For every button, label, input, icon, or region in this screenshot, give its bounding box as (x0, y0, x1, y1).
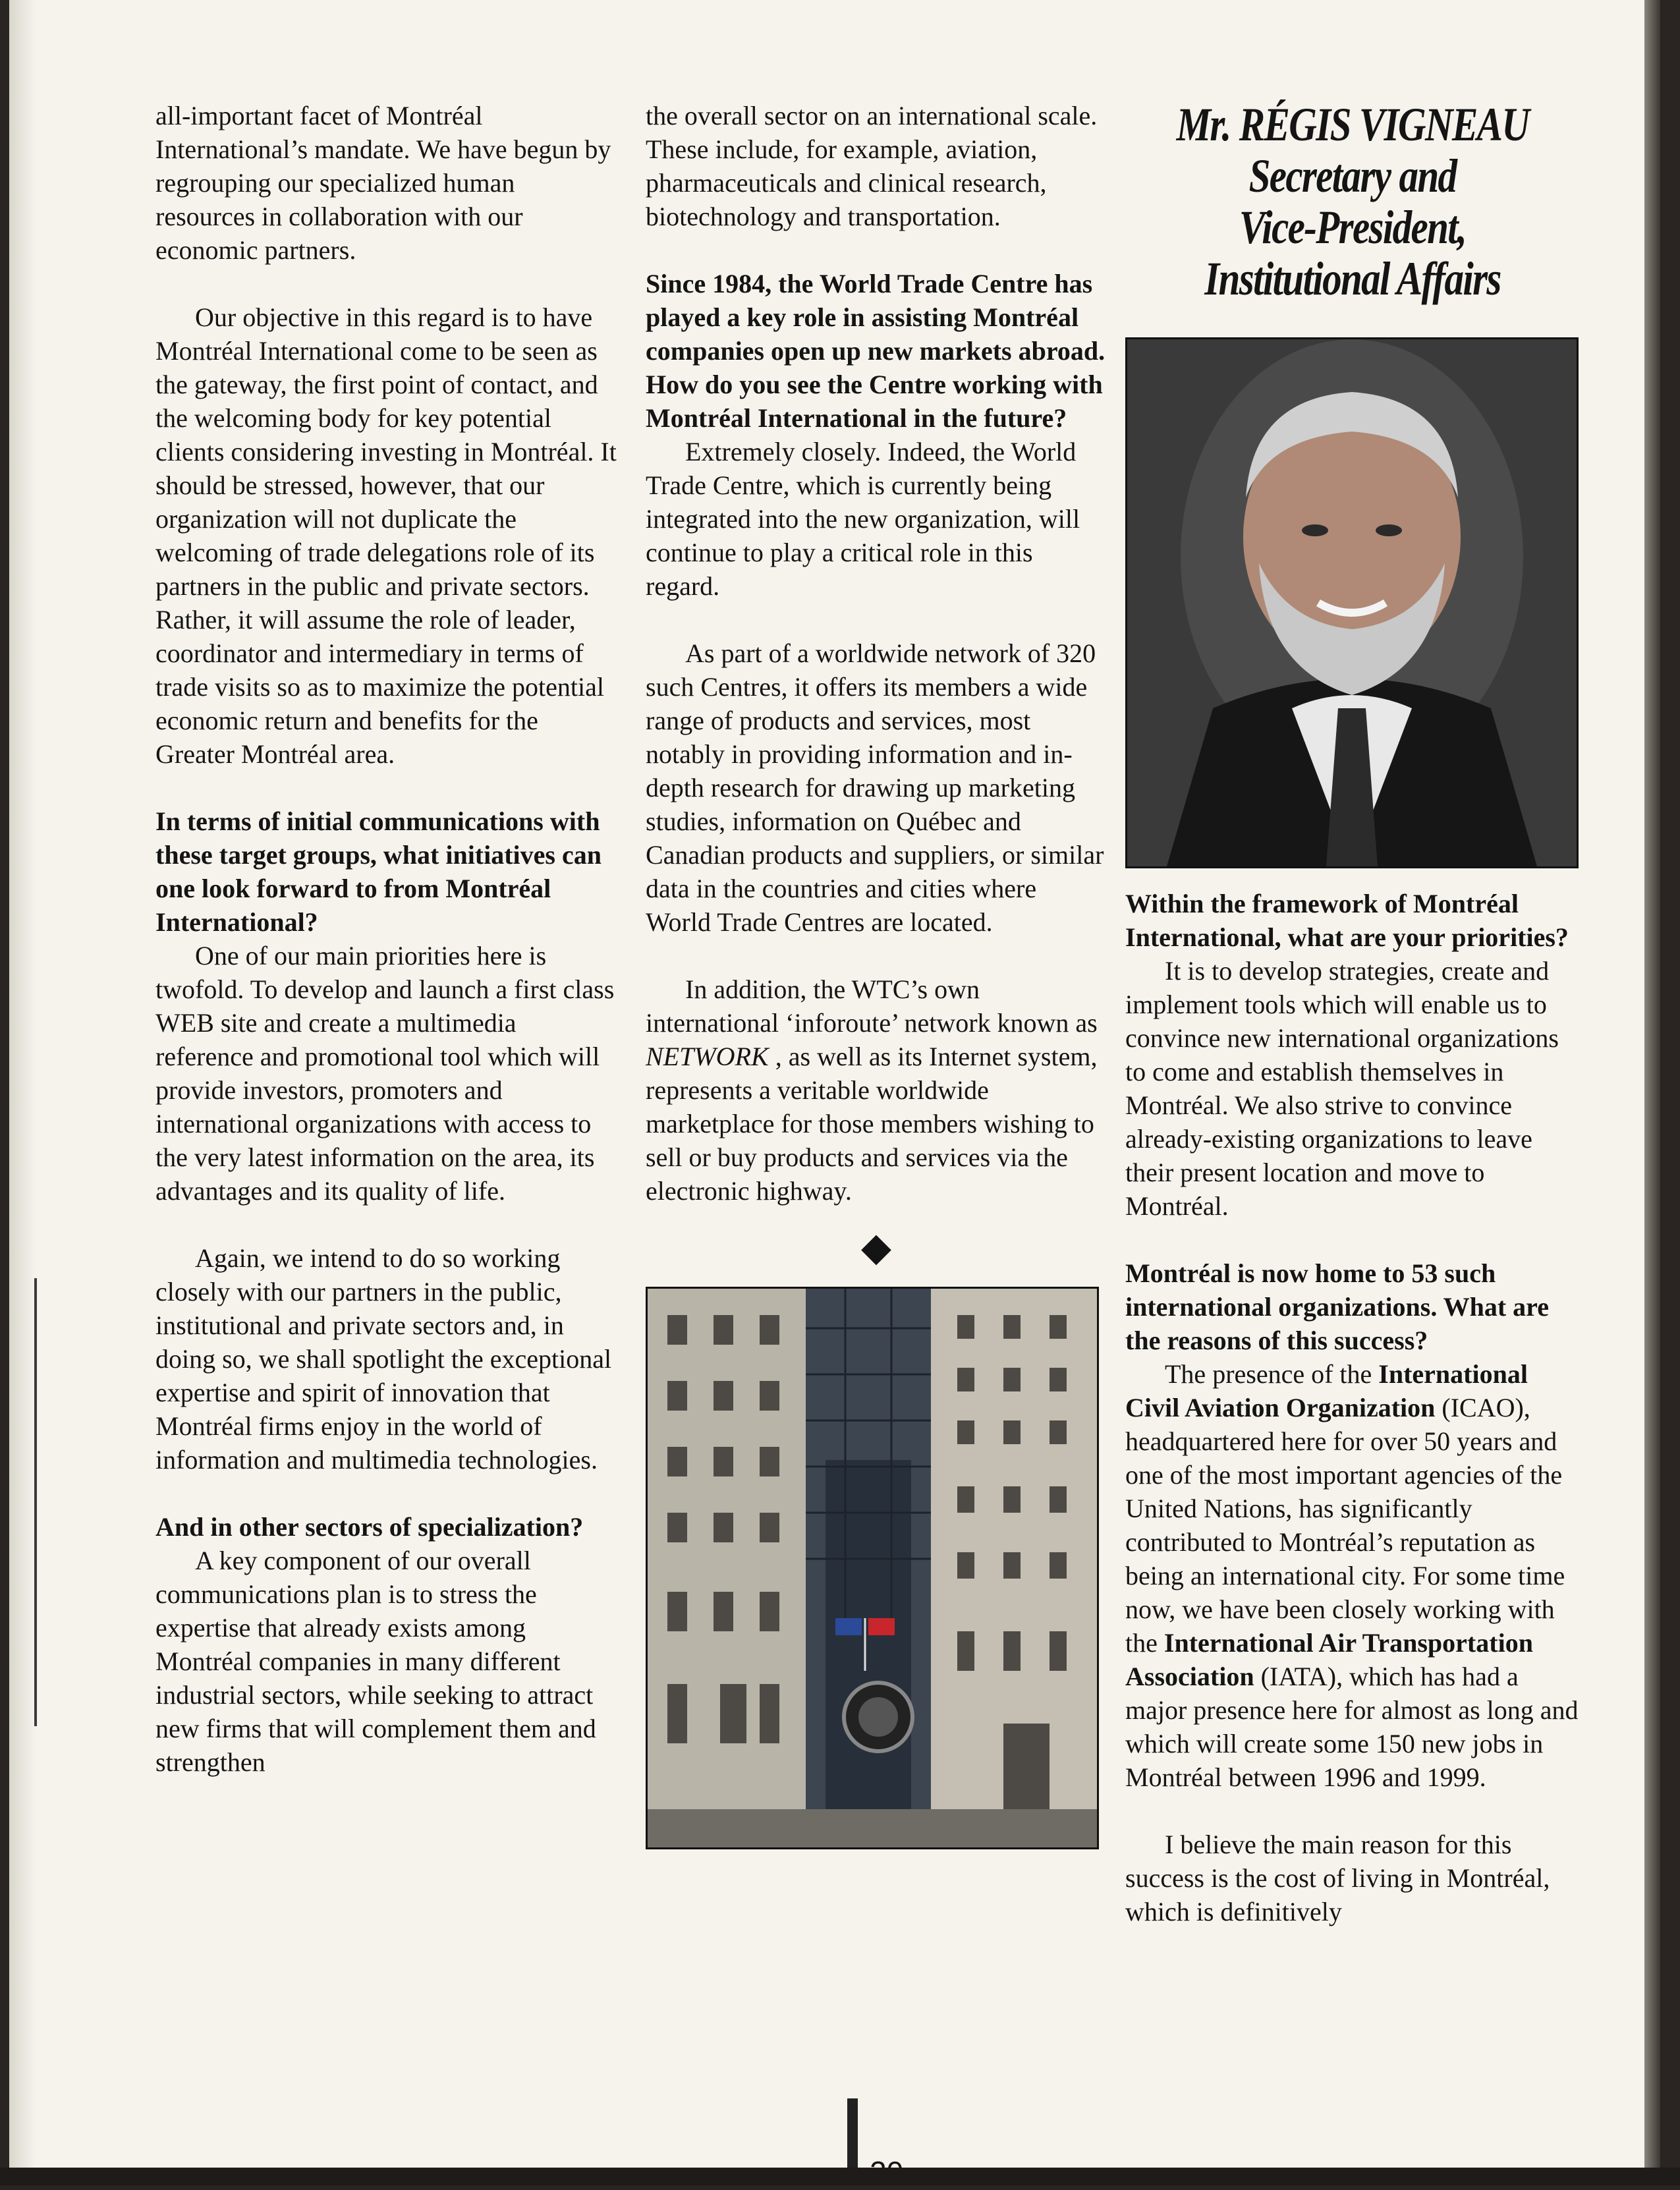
interview-answer: Extremely closely. Indeed, the World Trade Centre, which is currently being integrated into the new organization, will continue to play a critical role in this regard. (646, 437, 1080, 601)
title-line: Mr. RÉGIS VIGNEAU (1176, 98, 1529, 151)
paragraph: As part of a worldwide network of 320 such Centres, it offers its members a wide range of products and services, most notably in providing information and in-depth research for drawing up marketing studies, information on Québec and Canadian products and suppliers, or similar data in the countries and cities where World Trade Centres are located. (646, 638, 1104, 937)
interview-question: Since 1984, the World Trade Centre has played a key role in assisting Montréal companies open up new markets abroad. How do you see the Centre working with Montréal International in the future? (646, 269, 1106, 433)
interview-answer (1125, 1357, 1580, 1794)
paragraph: Our objective in this regard is to have Montréal International come to be seen as the gateway, the first point of contact, and the welcoming body for key potential clients considering investing in Montréal. It should be stressed, however, that our organization will not duplicate the welcoming of trade delegations role of its partners in the public and private sectors. Rather, it will assume the role of leader, coordinator and intermediary in terms of trade visits so as to maximize the potential economic return and benefits for the Greater Montréal area. (155, 302, 617, 769)
title-line: Vice-President, (1239, 201, 1467, 254)
column-1 (155, 99, 617, 1779)
margin-rule (34, 1278, 37, 1726)
interview-question: Within the framework of Montréal International, what are your priorities? (1125, 889, 1569, 952)
section-divider-icon: ◆ (860, 1225, 892, 1269)
text-run: (IATA), which has had a major presence here for almost as long and which will create some 150 new jobs in Montréal between 1996 and 1999. (1125, 1662, 1579, 1792)
interview-question: In terms of initial communications with these target groups, what initiatives can one look forward to from Montréal International? (155, 806, 602, 937)
title-line: Institutional Affairs (1204, 252, 1501, 305)
paragraph: all-important facet of Montréal International’s mandate. We have begun by regrouping our specialized human resources in collaboration with our economic partners. (155, 101, 611, 265)
scan-bottom-edge (0, 2168, 1680, 2185)
interview-answer: A key component of our overall communications plan is to stress the expertise that already exists among Montréal companies in many different industrial sectors, while seeking to attract new firms that will complement them and strengthen (155, 1546, 596, 1777)
portrait-photo (1125, 337, 1579, 868)
text-run: (ICAO), headquartered here for over 50 years and one of the most important agencies of the United Nations, has significantly contributed to Montréal’s reputation as being an international city. For some time now, we have been closely working with the (1125, 1393, 1565, 1658)
organization-name: International Air Transportation Association (1125, 1628, 1533, 1691)
world-trade-centre-photo (646, 1287, 1099, 1849)
text-run: The presence of the (1165, 1359, 1379, 1389)
paragraph: I believe the main reason for this success is the cost of living in Montréal, which is definitively (1125, 1830, 1550, 1926)
interview-answer: One of our main priorities here is twofold. To develop and launch a first class WEB site and create a multimedia reference and promotional tool which will provide investors, promoters and international organizations with access to the very latest information on the area, its advantages and its quality of life. (155, 941, 615, 1206)
title-line: Secretary and (1248, 150, 1457, 202)
text-run: In addition, the WTC’s own international ‘inforoute’ network known as (646, 974, 1098, 1038)
interview-question: And in other sectors of specialization? (155, 1512, 584, 1542)
page-number-bar (847, 2098, 858, 2168)
magazine-page (9, 0, 1660, 2168)
network-name: NETWORK (646, 1042, 769, 1071)
paragraph: the overall sector on an international scale. These include, for example, aviation, pharmaceuticals and clinical research, biotechnology and transportation. (646, 101, 1098, 231)
text-run: , as well as its Internet system, represents a veritable worldwide marketplace for those members wishing to sell or buy products and services via the electronic highway. (646, 1042, 1098, 1206)
organization-name: International Civil Aviation Organization (1125, 1359, 1528, 1422)
profile-title (1166, 99, 1539, 304)
paragraph: Again, we intend to do so working closely with our partners in the public, institutional and private sectors and, in doing so, we shall spotlight the exceptional expertise and spirit of innovation that Montréal firms enjoy in the world of information and multimedia technologies. (155, 1243, 612, 1474)
column-2 (646, 99, 1107, 1849)
page-edge-shadow (9, 0, 36, 2168)
paragraph (646, 972, 1107, 1208)
interview-answer: It is to develop strategies, create and implement tools which will enable us to convince new international organizations to come and establish themselves in Montréal. We also strive to convince already-existing organizations to leave their present location and move to Montréal. (1125, 956, 1559, 1221)
column-3 (1125, 99, 1580, 1928)
page-binding (1644, 0, 1660, 2168)
interview-question: Montréal is now home to 53 such international organizations. What are the reasons of this success? (1125, 1258, 1549, 1355)
